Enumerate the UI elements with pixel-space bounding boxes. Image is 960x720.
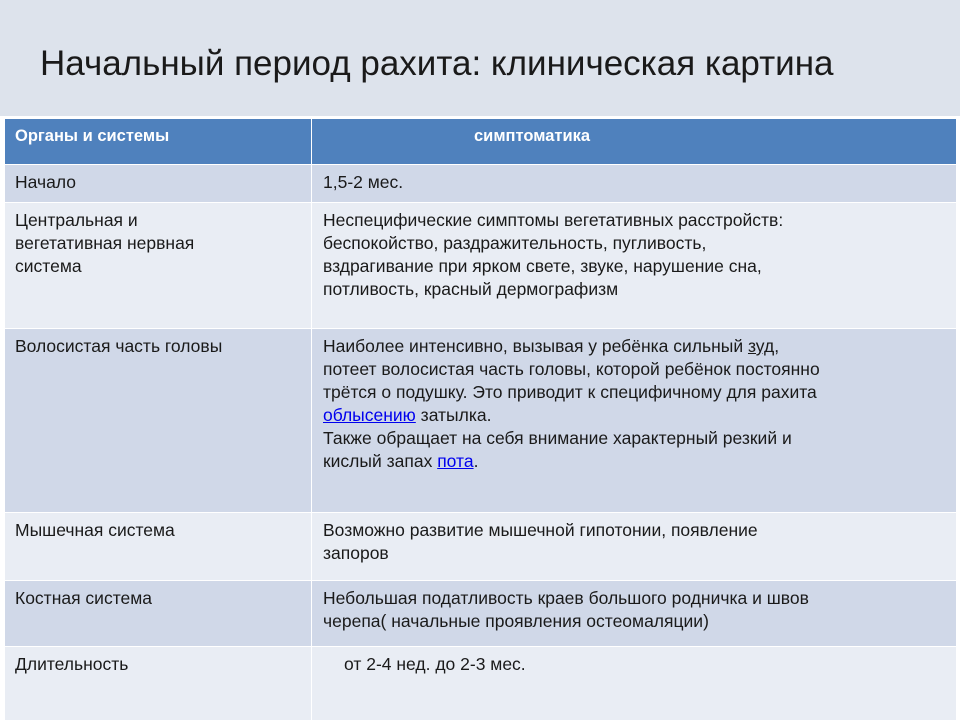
symptom-cell — [312, 647, 957, 720]
symptom-line — [323, 404, 948, 427]
symptom-line: потливость, красный дермографизм — [323, 279, 619, 299]
symptom-line — [323, 335, 948, 358]
symptom-line: вздрагивание при ярком свете, звуке, нарушение сна, — [323, 256, 762, 276]
symptom-cell — [312, 581, 957, 647]
symptom-cell — [312, 329, 957, 513]
symptom-line: трётся о подушку. Это приводит к специфичному для рахита — [323, 382, 817, 402]
organ-line: Центральная и — [15, 210, 138, 230]
table-row — [5, 203, 957, 329]
table-row — [5, 513, 957, 581]
symptom-line: от 2-4 нед. до 2-3 мес. — [344, 654, 526, 674]
symptom-line: Возможно развитие мышечной гипотонии, появление — [323, 520, 758, 540]
organ-cell — [5, 203, 312, 329]
table-row — [5, 581, 957, 647]
table-header-row — [5, 119, 957, 165]
symptom-line — [323, 450, 948, 473]
symptom-line: потеет волосистая часть головы, которой ребёнок постоянно — [323, 359, 820, 379]
symptom-line: 1,5-2 мес. — [323, 172, 404, 192]
symptom-cell — [312, 513, 957, 581]
header-organs: Органы и системы — [5, 119, 312, 165]
symptom-cell — [312, 203, 957, 329]
symptom-text: затылка. — [415, 405, 492, 425]
organ-cell: Начало — [5, 165, 312, 203]
symptom-text: кислый запах — [323, 451, 438, 471]
header-symptoms: симптоматика — [312, 119, 957, 165]
slide-title: Начальный период рахита: клиническая картина — [40, 44, 834, 83]
table-row — [5, 165, 957, 203]
symptom-text: Наиболее интенсивно, вызывая у ребёнка сильный — [323, 336, 748, 356]
table-row — [5, 647, 957, 720]
sweat-link[interactable]: пота — [437, 451, 474, 471]
symptom-line: черепа( начальные проявления остеомаляции) — [323, 611, 709, 631]
symptom-line: беспокойство, раздражительность, пугливость, — [323, 233, 707, 253]
organ-cell: Костная система — [5, 581, 312, 647]
symptom-line: Также обращает на себя внимание характерный резкий и — [323, 428, 792, 448]
organ-cell: Волосистая часть головы — [5, 329, 312, 513]
symptom-line: Небольшая податливость краев большого родничка и швов — [323, 588, 809, 608]
organ-cell: Мышечная система — [5, 513, 312, 581]
symptom-line: Неспецифические симптомы вегетативных расстройств: — [323, 210, 784, 230]
symptoms-table — [4, 118, 957, 720]
symptom-text: . — [473, 451, 479, 471]
table-row — [5, 329, 957, 513]
organ-cell: Длительность — [5, 647, 312, 720]
itch-term: зуд — [747, 336, 775, 356]
organ-line: система — [15, 256, 82, 276]
organ-line: вегетативная нервная — [15, 233, 195, 253]
symptom-cell — [312, 165, 957, 203]
baldness-link[interactable]: облысению — [323, 405, 416, 425]
symptom-line: запоров — [323, 543, 389, 563]
symptom-text: , — [774, 336, 780, 356]
